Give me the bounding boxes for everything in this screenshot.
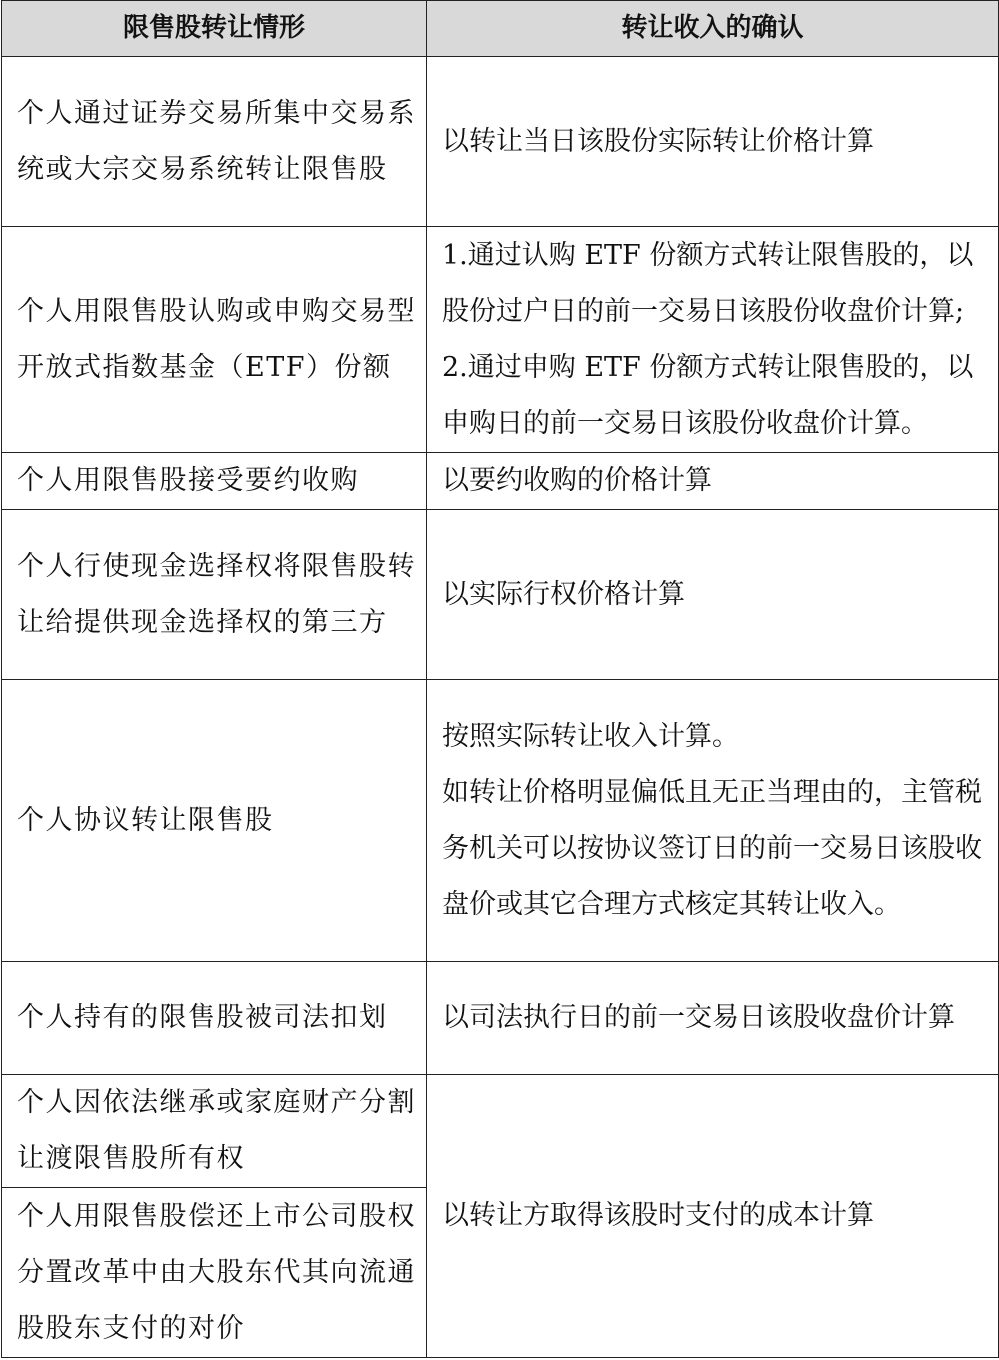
table-row bbox=[2, 453, 999, 510]
header-transfer-situation: 限售股转让情形 bbox=[2, 1, 427, 57]
income-cell: 以司法执行日的前一交易日该股收盘价计算 bbox=[427, 962, 999, 1075]
table-row bbox=[2, 57, 999, 227]
situation-cell: 个人用限售股偿还上市公司股权分置改革中由大股东代其向流通股股东支付的对价 bbox=[2, 1188, 427, 1358]
table-row bbox=[2, 962, 999, 1075]
income-cell bbox=[427, 680, 999, 962]
table-row bbox=[2, 227, 999, 453]
situation-cell: 个人行使现金选择权将限售股转让给提供现金选择权的第三方 bbox=[2, 510, 427, 680]
situation-cell: 个人通过证券交易所集中交易系统或大宗交易系统转让限售股 bbox=[2, 57, 427, 227]
income-cell: 以要约收购的价格计算 bbox=[427, 453, 999, 510]
situation-cell: 个人因依法继承或家庭财产分割让渡限售股所有权 bbox=[2, 1075, 427, 1188]
header-income-confirmation: 转让收入的确认 bbox=[427, 1, 999, 57]
income-paragraph: 按照实际转让收入计算。 bbox=[442, 720, 739, 752]
table-row bbox=[2, 1075, 999, 1188]
situation-cell: 个人协议转让限售股 bbox=[2, 680, 427, 962]
situation-cell: 个人用限售股接受要约收购 bbox=[2, 453, 427, 510]
income-cell: 以实际行权价格计算 bbox=[427, 510, 999, 680]
income-cell: 以转让方取得该股时支付的成本计算 bbox=[427, 1075, 999, 1358]
situation-cell: 个人用限售股认购或申购交易型开放式指数基金（ETF）份额 bbox=[2, 227, 427, 453]
income-cell: 1.通过认购 ETF 份额方式转让限售股的，以股份过户日的前一交易日该股份收盘价计算;2.通过申购 ETF 份额方式转让限售股的，以申购日的前一交易日该股份收盘价计算。 bbox=[427, 227, 999, 453]
income-cell: 以转让当日该股份实际转让价格计算 bbox=[427, 57, 999, 227]
table-header-row bbox=[2, 1, 999, 57]
table-row bbox=[2, 510, 999, 680]
income-paragraph: 如转让价格明显偏低且无正当理由的，主管税务机关可以按协议签订日的前一交易日该股收盘价或其它合理方式核定其转让收入。 bbox=[442, 776, 982, 920]
situation-cell: 个人持有的限售股被司法扣划 bbox=[2, 962, 427, 1075]
restricted-share-transfer-table bbox=[1, 0, 999, 1358]
table-row bbox=[2, 680, 999, 962]
